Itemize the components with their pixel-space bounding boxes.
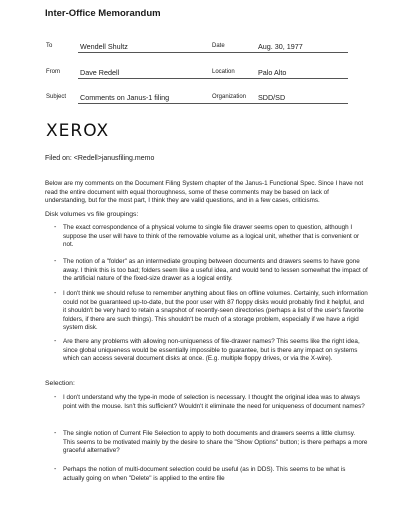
- memo-title: Inter-Office Memorandum: [45, 8, 161, 19]
- disk-bullet-1: The exact correspondence of a physical volume to single file drawer seems open to question, although I suppose the user will have to think of the removable volume as a logical unit, whether that is convenient or not.: [63, 224, 360, 249]
- location-label: Location: [212, 69, 235, 75]
- selection-bullet-1: I don't understand why the type-in mode of selection is necessary. I thought the original idea was to always point with the mouse. Isn't this sufficient? Wouldn't it eliminate the need for uniqueness of document names?: [63, 394, 365, 410]
- location-value: Palo Alto: [258, 68, 287, 77]
- to-value: Wendell Shultz: [80, 42, 128, 51]
- bullet-marker: -: [54, 258, 57, 265]
- xerox-logo: XEROX: [46, 121, 110, 141]
- bullet-marker: -: [54, 224, 57, 231]
- header-rule-1: [78, 52, 348, 53]
- header-rule-3: [78, 103, 348, 104]
- selection-bullet-3: Perhaps the notion of multi-document selection could be useful (as in DDS). This seems to be what is actually going on when "Delete" is applied to the entire file: [63, 466, 346, 482]
- subject-label: Subject: [46, 94, 67, 100]
- date-label: Date: [212, 43, 225, 49]
- date-value: Aug. 30, 1977: [258, 42, 303, 51]
- header-rule-2: [78, 78, 348, 79]
- organization-label: Organization: [212, 94, 247, 100]
- to-label: To: [46, 43, 53, 49]
- bullet-marker: -: [54, 430, 57, 437]
- disk-section-label: Disk volumes vs file groupings:: [45, 211, 139, 218]
- from-value: Dave Redell: [80, 68, 120, 77]
- intro-paragraph: Below are my comments on the Document Filing System chapter of the Janus-1 Functional Spec. Since I have not read the entire document with equal thoroughness, some of these comments may be based on lack of understanding, but for the most part, I think they are valid questions, and in a few cases, criticisms.: [45, 180, 364, 205]
- organization-value: SDD/SD: [258, 93, 286, 102]
- selection-bullet-2: The single notion of Current File Selection to apply to both documents and drawers seems a little clumsy. This seems to be motivated mainly by the desire to share the "Show Options" button; is there perhaps a more graceful alternative?: [63, 430, 368, 455]
- bullet-marker: -: [54, 394, 57, 401]
- filed-on-line: Filed on: <Redell>janusfiling.memo: [45, 155, 155, 162]
- subject-value: Comments on Janus-1 filing: [80, 93, 170, 102]
- disk-bullet-4: Are there any problems with allowing non-uniqueness of file-drawer names? This seems like the right idea, since global uniqueness would be essentially impossible to guarantee, but is there any impact on systems which can access several document disks at once. (E.g. multiple floppy drives, or via the X-wire).: [63, 338, 360, 363]
- bullet-marker: -: [54, 466, 57, 473]
- selection-section-label: Selection:: [45, 380, 75, 387]
- bullet-marker: -: [54, 290, 57, 297]
- disk-bullet-2: The notion of a "folder" as an intermediate grouping between documents and drawers seems to have gone away. I think this is too bad; folders seem like a useful idea, and would tend to lessen somewhat the impact of the artificial nature of the fixed-size drawer as a logical entity.: [63, 258, 368, 283]
- disk-bullet-3: I don't think we should refuse to remember anything about files on offline volumes. Certainly, such information could not be guaranteed up-to-date, but the poor user with 87 floppy disks would probably find it helpful, and it shouldn't be very hard to retain a snapshot of recently-seen directories (perhaps a list of the user's favorite folders, if there are such things). This shouldn't be much of a storage problem, especially if we have a rigid system disk.: [63, 290, 368, 332]
- bullet-marker: -: [54, 338, 57, 345]
- from-label: From: [46, 69, 60, 75]
